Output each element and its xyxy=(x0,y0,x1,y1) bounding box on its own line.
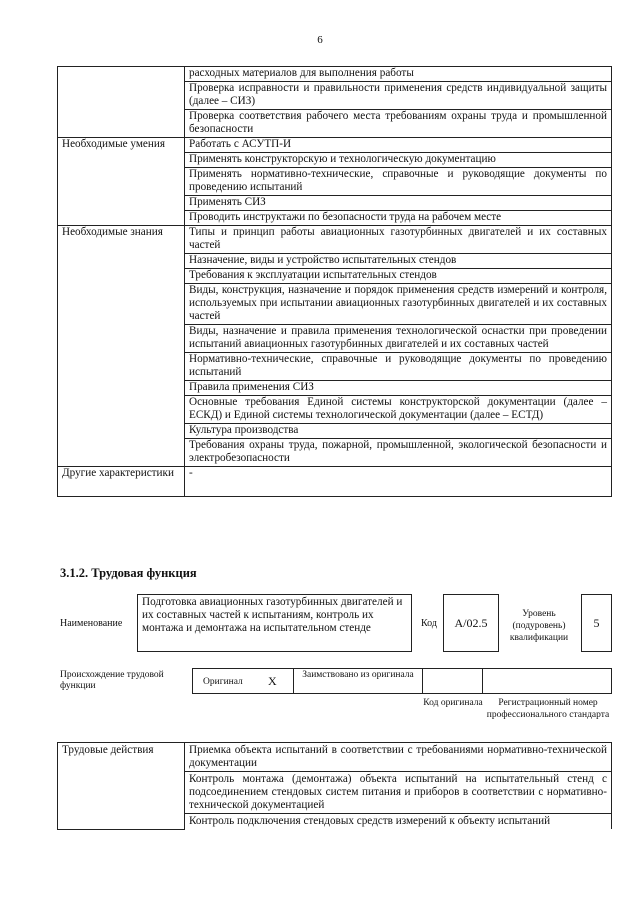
row-label-other: Другие характеристики xyxy=(58,467,185,497)
table-cell: - xyxy=(185,467,612,497)
code-label: Код xyxy=(421,618,437,629)
page-number: 6 xyxy=(317,34,323,46)
borrowed-cell xyxy=(293,668,423,694)
code-box: A/02.5 xyxy=(443,594,499,652)
table-cell: Назначение, виды и устройство испытательных стендов xyxy=(185,254,612,269)
section-title: 3.1.2. Трудовая функция xyxy=(60,566,197,580)
row-label-actions: Трудовые действия xyxy=(58,743,185,830)
table-cell: Основные требования Единой системы конструкторской документации (далее – ЕСКД) и Единой системы технологической документации (далее – ЕСТД) xyxy=(185,396,612,424)
table-cell: Культура производства xyxy=(185,424,612,439)
table-cell: Контроль монтажа (демонтажа) объекта испытаний на испытательный стенд с подсоединением стендовых систем питания и приборов в соответствии с нормативно-технической документацией xyxy=(185,772,612,814)
table-cell: Проверка исправности и правильности применения средств индивидуальной защиты (далее – СИЗ) xyxy=(185,82,612,110)
table-cell: Проверка соответствия рабочего места требованиям охраны труда и промышленной безопасности xyxy=(185,110,612,138)
table-cell: Проводить инструктажи по безопасности труда на рабочем месте xyxy=(185,211,612,226)
table-cell: Приемка объекта испытаний в соответствии с требованиями нормативно-технической документации xyxy=(185,743,612,772)
reg-number-cell xyxy=(483,668,612,694)
table-cell: Применять конструкторскую и технологическую документацию xyxy=(185,153,612,168)
original-mark: X xyxy=(268,674,277,688)
level-label: Уровень (подуровень) квалификации xyxy=(509,609,569,643)
table-cell: Виды, назначение и правила применения технологической оснастки при проведении испытаний авиационных газотурбинных двигателей и их составных частей xyxy=(185,325,612,353)
original-label: Оригинал xyxy=(203,677,243,687)
table-cell: Требования к эксплуатации испытательных стендов xyxy=(185,269,612,284)
origin-table xyxy=(192,668,612,694)
level-box: 5 xyxy=(581,594,612,652)
original-cell xyxy=(192,668,293,694)
function-name-box: Подготовка авиационных газотурбинных двигателей и их составных частей к испытаниям, контроль их монтажа и демонтажа на испытательном стенде xyxy=(137,594,412,652)
table-cell: Виды, конструкция, назначение и порядок применения средств измерений и контроля, используемых при испытании авиационных газотурбинных двигателей и их составных частей xyxy=(185,284,612,325)
table-cell: Нормативно-технические, справочные и руководящие документы по проведению испытаний xyxy=(185,353,612,381)
labor-actions-table xyxy=(57,742,612,830)
table-cell: Работать с АСУТП-И xyxy=(185,138,612,153)
row-label-knowledge: Необходимые знания xyxy=(58,226,185,467)
table-cell: Правила применения СИЗ xyxy=(185,381,612,396)
name-label: Наименование xyxy=(60,618,123,629)
row-label xyxy=(58,67,185,138)
table-cell: Типы и принцип работы авиационных газотурбинных двигателей и их составных частей xyxy=(185,226,612,254)
origin-label: Происхождение трудовой функции xyxy=(60,670,164,691)
borrowed-label: Заимствовано из оригинала xyxy=(302,670,414,680)
code-original-caption: Код оригинала xyxy=(423,698,483,708)
row-label-skills: Необходимые умения xyxy=(58,138,185,226)
table-cell: Применять нормативно-технические, справочные и руководящие документы по проведению испытаний xyxy=(185,168,612,196)
skills-knowledge-table xyxy=(57,66,612,497)
table-cell: Требования охраны труда, пожарной, промышленной, экологической безопасности и электробезопасности xyxy=(185,439,612,467)
code-original-cell xyxy=(423,668,483,694)
table-cell: Контроль подключения стендовых средств измерений к объекту испытаний xyxy=(185,814,612,830)
reg-number-caption: Регистрационный номер профессионального стандарта xyxy=(486,698,610,720)
table-cell: расходных материалов для выполнения работы xyxy=(185,67,612,82)
table-cell: Применять СИЗ xyxy=(185,196,612,211)
